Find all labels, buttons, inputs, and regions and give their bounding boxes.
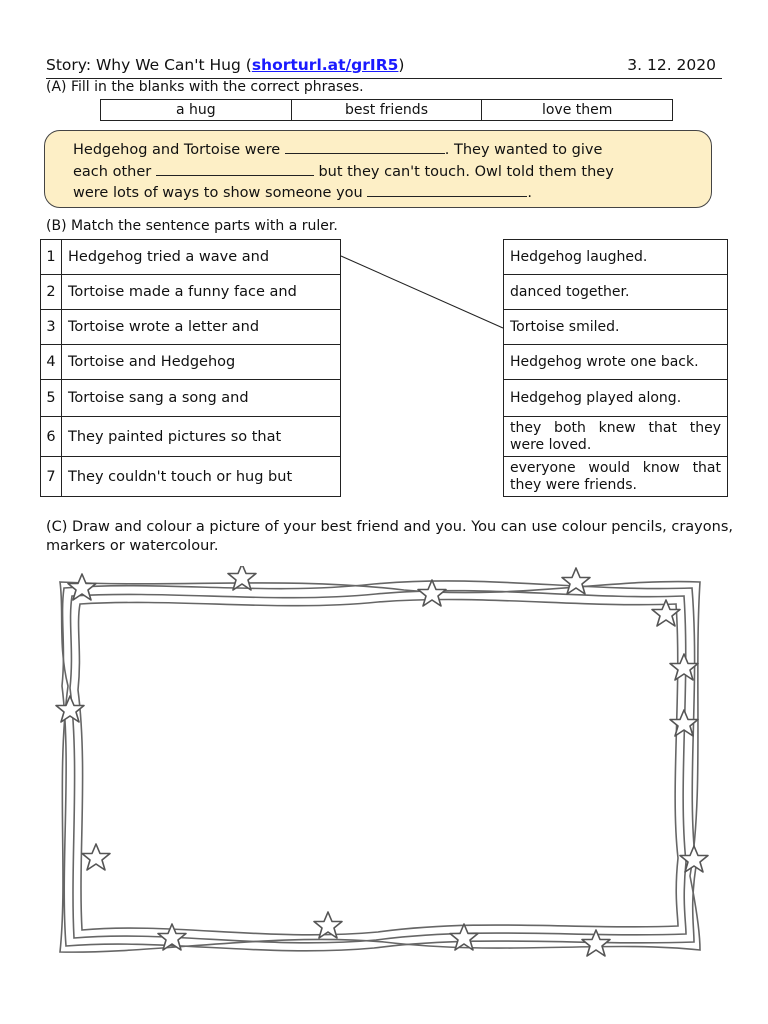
table-row: everyone would know that they were friends. xyxy=(504,457,728,497)
table-row: Hedgehog wrote one back. xyxy=(504,345,728,380)
table-row: 2 Tortoise made a funny face and xyxy=(41,275,341,310)
passage-line: each other but they can't touch. Owl told them they xyxy=(73,161,711,183)
passage-line: were lots of ways to show someone you . xyxy=(73,182,711,204)
table-row: 5 Tortoise sang a song and xyxy=(41,380,341,417)
table-row: 7 They couldn't touch or hug but xyxy=(41,457,341,497)
star-drawing-frame[interactable] xyxy=(44,566,714,966)
table-row: Hedgehog laughed. xyxy=(504,240,728,275)
section-a-instruction: (A) Fill in the blanks with the correct phrases. xyxy=(46,79,364,95)
table-row: 3 Tortoise wrote a letter and xyxy=(41,310,341,345)
story-link[interactable]: shorturl.at/grIR5 xyxy=(251,56,399,74)
worksheet-date: 3. 12. 2020 xyxy=(627,56,716,74)
table-row: 6 They painted pictures so that xyxy=(41,417,341,457)
table-row: 4 Tortoise and Hedgehog xyxy=(41,345,341,380)
table-row: 1 Hedgehog tried a wave and xyxy=(41,240,341,275)
word-bank-item: best friends xyxy=(292,100,483,120)
section-b-instruction: (B) Match the sentence parts with a ruler. xyxy=(46,218,338,234)
table-row: danced together. xyxy=(504,275,728,310)
section-c-instruction: (C) Draw and colour a picture of your best friend and you. You can use colour pencils, crayons, markers or watercolour. xyxy=(46,519,733,554)
table-row: Tortoise smiled. xyxy=(504,310,728,345)
table-row: Hedgehog played along. xyxy=(504,380,728,417)
table-row: they both knew that they were loved. xyxy=(504,417,728,457)
story-title: Story: Why We Can't Hug (shorturl.at/grIR5) xyxy=(46,56,405,74)
word-bank-item: love them xyxy=(541,102,613,118)
passage-line: Hedgehog and Tortoise were . They wanted to give xyxy=(73,139,711,161)
word-bank-item: a hug xyxy=(101,100,292,120)
